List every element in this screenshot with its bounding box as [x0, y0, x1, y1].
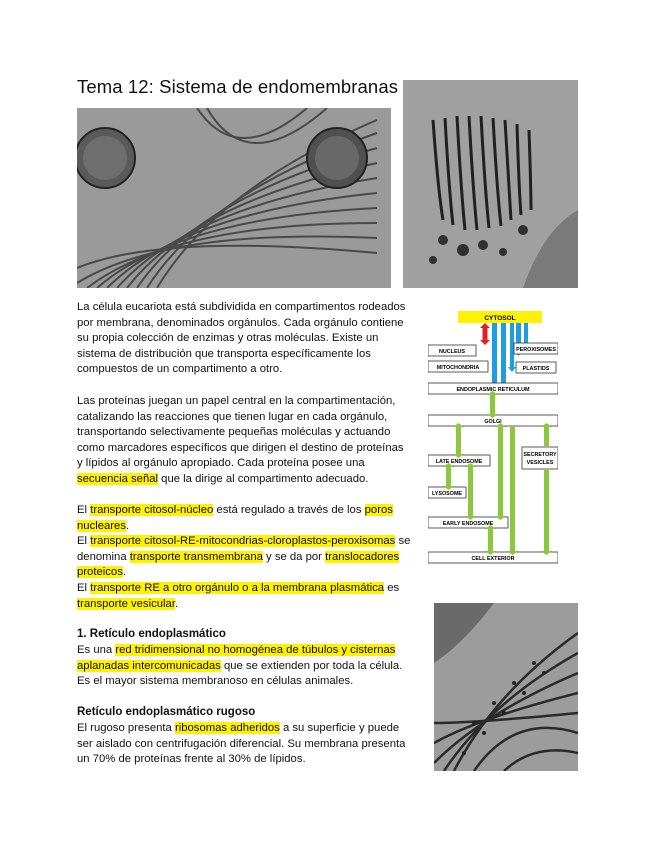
- text: se denomina: [77, 535, 411, 563]
- mitochondria-label: MITOCHONDRIA: [436, 365, 480, 371]
- rugoso-paragraph: [77, 721, 412, 768]
- micrograph-er-image: [77, 108, 391, 288]
- text: .: [125, 519, 130, 532]
- text: El: [77, 504, 88, 516]
- intro-text: La célula eucariota está subdividida en compartimentos rodeados por membrana, denominados orgánulos. Cada orgánulo contiene su propia colección de enzimas y otras moléculas. Existe un sistema de distribución que transporta específicamente los compuestos de un compartimento a otro.: [77, 301, 406, 376]
- text: a su superficie y puede ser aislado con centrifugación diferencial. Su membrana presenta un 70% de proteínas frente al 30% de lípidos.: [77, 722, 406, 766]
- section-heading-reticulo: 1. Retículo endoplasmático: [77, 628, 226, 640]
- secretory-label: SECRETORY: [523, 452, 557, 458]
- vesicles-label: VESICLES: [526, 460, 554, 466]
- text: El rugoso presenta: [77, 722, 172, 734]
- text: está regulado a través de los: [216, 504, 362, 516]
- proteins-text: Las proteínas juegan un papel central en la compartimentación, catalizando las reacciones que tienen lugar en cada orgánulo, transportando selectivamente pequeñas moléculas y actuando como marcadores específicos que dirigen el destino de proteínas y lípidos al orgánulo apropiado. Cada proteína posee una: [77, 395, 404, 470]
- highlight-secuencia-senal: secuencia señal: [77, 472, 159, 485]
- text: y se da por: [266, 550, 322, 563]
- highlight-transporte-re: transporte RE a otro orgánulo o a la membrana plasmática: [90, 581, 385, 594]
- plastids-label: PLASTIDS: [522, 366, 550, 372]
- reticulo-paragraph: [77, 643, 412, 690]
- micrograph-rough-er-image: [434, 603, 578, 771]
- highlight-translocadores-proteicos: translocadores proteicos: [77, 550, 400, 579]
- red-arrow: [480, 323, 490, 345]
- nucleus-label: NUCLEUS: [438, 349, 466, 355]
- blue-arrows: [489, 323, 530, 393]
- early-endosome-label: EARLY ENDOSOME: [442, 521, 494, 527]
- late-endosome-label: LATE ENDOSOME: [435, 459, 483, 465]
- text: .: [174, 597, 179, 610]
- page-title: Tema 12: Sistema de endomembranas: [77, 76, 399, 97]
- text: El: [77, 535, 88, 548]
- text: Es una: [77, 644, 113, 656]
- text: es: [387, 581, 400, 594]
- transport-pathways-diagram: [428, 311, 558, 567]
- er-label: ENDOPLASMIC RETICULUM: [456, 387, 530, 393]
- highlight-transporte-vesicular: transporte vesicular: [77, 597, 175, 610]
- peroxisomes-label: PEROXISOMES: [516, 347, 556, 353]
- lysosome-label: LYSOSOME: [431, 491, 463, 497]
- highlight-ribosomas-adheridos: ribosomas adheridos: [174, 722, 280, 734]
- intro-paragraph: [77, 300, 412, 378]
- section-heading-rugoso: Retículo endoplasmático rugoso: [77, 706, 256, 718]
- highlight-transporte-citosol-re: transporte citosol-RE-mitocondrias-cloroplastos-peroxisomas: [90, 535, 396, 548]
- cytosol-label: CYTOSOL: [484, 315, 516, 322]
- text: que se extienden por toda la célula. Es el mayor sistema membranoso en células animales.: [77, 659, 403, 688]
- proteins-paragraph: [77, 394, 412, 488]
- transport-paragraph: [77, 503, 412, 612]
- highlight-transporte-transmembrana: transporte transmembrana: [129, 550, 263, 563]
- text: .: [122, 566, 126, 579]
- highlight-poros-nucleares: poros nucleares: [77, 504, 393, 532]
- micrograph-golgi-image: [403, 80, 578, 288]
- text: El: [77, 581, 88, 594]
- highlight-red-tridimensional: red tridimensional no homogénea de túbulos y cisternas aplanadas intercomunicadas: [77, 644, 396, 672]
- golgi-label: GOLGI: [484, 419, 502, 425]
- highlight-transporte-citosol-nucleo: transporte citosol-núcleo: [90, 504, 214, 516]
- cell-exterior-label: CELL EXTERIOR: [471, 556, 515, 562]
- proteins-text-end: que la dirige al compartimento adecuado.: [161, 472, 369, 485]
